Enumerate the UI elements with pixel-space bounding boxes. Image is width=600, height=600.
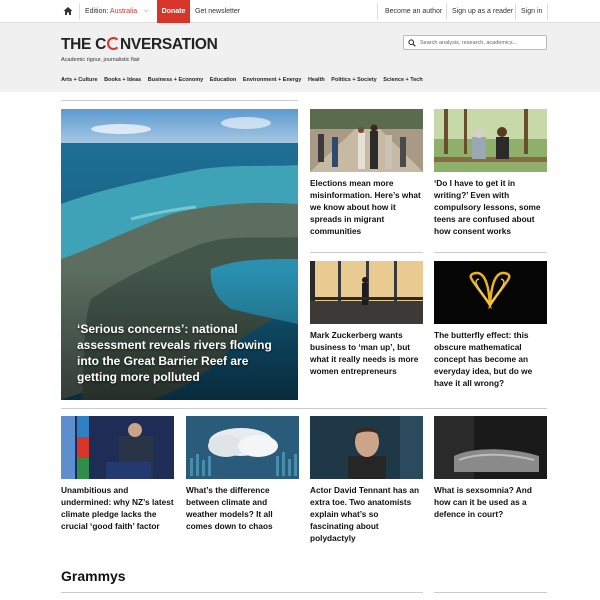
search-placeholder: Search analysis, research, academics... [420,40,518,46]
divider [434,592,547,593]
butterfly-attractor-image [434,261,547,324]
edition-selector[interactable] [85,8,137,15]
sign-up-reader-link[interactable]: Sign up as a reader [452,8,514,15]
section-nav [61,77,428,83]
story-headline[interactable]: What’s the difference between climate and weather models? It all comes down to chaos [186,485,273,531]
story-headline[interactable]: Mark Zuckerberg wants business to ‘man up’, but what it really needs is more women entrepreneurs [310,330,419,376]
cloud-over-data-grid-image [186,416,299,479]
search-icon [408,39,416,47]
story-card[interactable] [310,416,423,544]
actor-portrait-image [310,416,423,479]
nav-item-books-ideas[interactable]: Books + Ideas [104,77,142,83]
nav-item-arts-culture[interactable]: Arts + Culture [61,77,98,83]
edition-label: Edition: [85,8,109,15]
edition-value: Australia [109,8,138,15]
story-headline[interactable]: Actor David Tennant has an extra toe. Two anatomists explain what’s so fascinating about polydactyly [310,485,420,543]
crowd-street-image [310,109,423,172]
hero-story[interactable] [61,109,298,400]
office-window-silhouette-image [310,261,423,324]
couple-on-bench-image [434,109,547,172]
minister-at-podium-image [61,416,174,479]
story-card[interactable] [434,416,547,520]
story-headline[interactable]: Unambitious and undermined: why NZ’s latest climate pledge lacks the crucial ‘good faith’ factor [61,485,174,531]
logo-text-left: THE C [61,36,107,53]
nav-item-science-tech[interactable]: Science + Tech [383,77,423,83]
sign-in-link[interactable]: Sign in [521,8,543,15]
divider [434,252,547,253]
get-newsletter-link[interactable]: Get newsletter [195,8,241,15]
story-headline[interactable]: ‘Do I have to get it in writing?’ Even with compulsory lessons, some teens are confused about how consent works [434,178,541,236]
divider [310,252,423,253]
divider [61,592,423,593]
divider [547,3,548,20]
dark-bedroom-image [434,416,547,479]
story-card[interactable] [310,109,423,237]
divider [79,3,80,20]
nav-item-education[interactable]: Education [209,77,237,83]
story-headline[interactable]: The butterfly effect: this obscure mathematical concept has become an everyday idea, but do we have it all wrong? [434,330,533,388]
divider [377,3,378,20]
home-icon[interactable] [62,5,74,17]
story-card[interactable] [434,109,547,237]
donate-button[interactable]: Donate [157,0,190,23]
story-card[interactable] [434,261,547,389]
nav-item-health[interactable]: Health [307,77,325,83]
section-heading[interactable]: Grammys [61,568,126,584]
chevron-down-icon[interactable]: ⌵ [144,8,149,14]
masthead [0,23,600,92]
divider [515,3,516,20]
story-card[interactable] [61,416,174,532]
story-card[interactable] [186,416,299,532]
divider [61,100,298,101]
nav-item-politics-society[interactable]: Politics + Society [331,77,377,83]
logo-speech-bubble-icon [107,37,120,50]
logo-text-right: NVERSATION [120,36,218,53]
hero-headline[interactable]: ‘Serious concerns’: national assessment reveals rivers flowing into the Great Barrier Reef are getting more polluted [77,322,272,384]
become-author-link[interactable]: Become an author [385,8,443,15]
divider [61,408,547,409]
story-card[interactable] [310,261,423,377]
search-input[interactable] [403,35,547,50]
story-headline[interactable]: Elections mean more misinformation. Here’s what we know about how it spreads in migrant communities [310,178,421,236]
story-headline[interactable]: What is sexsomnia? And how can it be used as a defence in court? [434,485,532,519]
site-logo[interactable] [61,36,218,54]
divider [446,3,447,20]
top-utility-bar [0,0,600,23]
nav-item-business-economy[interactable]: Business + Economy [147,77,204,83]
tagline: Academic rigour, journalistic flair [61,57,140,63]
nav-item-environment-energy[interactable]: Environment + Energy [242,77,302,83]
